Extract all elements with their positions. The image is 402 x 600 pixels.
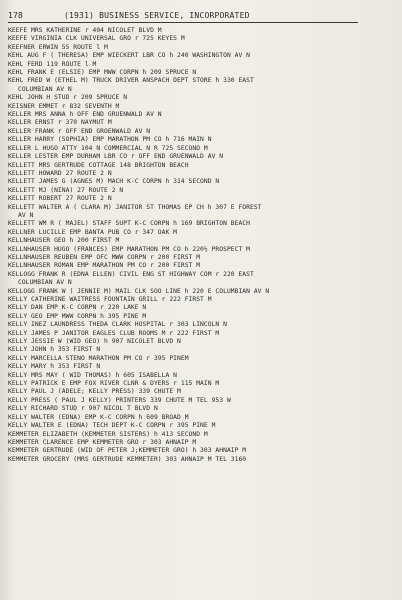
directory-entry: KELLY INEZ LAUNDRESS THEDA CLARK HOSPITAL r 303 LINCOLN N (8, 321, 227, 329)
directory-entry: KELLETT JAMES G (AGNES M) MACH K-C CORPN h 314 SECOND N (8, 178, 220, 186)
directory-entry: KELLNHAUSER GEO h 200 FIRST M (8, 237, 120, 245)
directory-entry: KELLOGG FRANK W ( JENNIE M) MAIL CLK SOO LINE h 220 E COLUMBIAN AV N (8, 287, 270, 295)
directory-entry: KELLY DAN EMP K-C CORPN r 220 LAKE N (8, 304, 147, 312)
directory-entry: KELLY RICHARD STUD r 907 NICOL T BLVD N (8, 405, 158, 413)
directory-entry: KELLER L HUGO ATTY 104 N COMMERCIAL N R 725 SECOND M (8, 144, 208, 152)
directory-entry: KELLNHAUSER HUGO (FRANCES) EMP MARATHON PM CO h 220½ PROSPECT M (8, 245, 250, 253)
directory-entry: KELLY CATHERINE WAITRESS FOUNTAIN GRILL r 222 FIRST M (8, 296, 212, 303)
header-rule (8, 22, 358, 23)
directory-entry: KELLY MARCELLA STENO MARATHON PM CO r 395 PINEM (8, 354, 189, 362)
directory-entry: KELLETT HOWARD 27 ROUTE 2 N (8, 169, 112, 177)
directory-entry-continuation: AV N (18, 211, 34, 219)
directory-entry: KEHL FERD 119 ROUTE l M (8, 60, 97, 68)
directory-entry: KELLY JAMES P JANITOR EAGLES CLUB ROOMS M r 222 FIRST M (8, 329, 220, 337)
directory-entry: KELLETT WM R ( MAJEL) STAFF SUPT K-C CORPN h 169 BRIGHTON BEACH (8, 220, 250, 228)
page-header (8, 8, 396, 20)
directory-entry: KEEFE VIRGINIA CLK UNIVERSAL GRO r 725 KEYES M (8, 35, 185, 43)
directory-entry: KELLY WALTER E (EDNA) TECH DEPT K-C CORPN r 395 PINE M (8, 422, 216, 430)
directory-entry: KELLNHAUSER REUBEN EMP OFC MWW CORPN r 200 FIRST M (8, 253, 201, 261)
directory-entry: KELLY GEO EMP MWW CORPN h 395 PINE M (8, 312, 147, 320)
directory-entry: KELLETT MJ (NINA) 27 ROUTE 2 N (8, 186, 124, 194)
directory-entry: KEISNER EMMET r 832 SEVENTH M (8, 102, 120, 110)
directory-entry: KELLNHAUSER ROMAN EMP MARATHON PM CO r 200 FIRST M (8, 262, 201, 270)
directory-entry: KEHL JOHN H STUD r 209 SPRUCE N (8, 94, 128, 102)
directory-entry: KELLY JOHN h 353 FIRST N (8, 346, 101, 354)
directory-entry: KEEFE MRS KATHERINE r 404 NICOLET BLVD M (8, 27, 162, 34)
directory-entry: KEMMETER ELIZABETH (KEMMETER SISTERS) h 413 SECOND M (8, 430, 208, 438)
directory-entry: KELLY PATRICK E EMP FOX RIVER CLNR & DYERS r 115 MAIN M (8, 380, 220, 388)
directory-entry: KEHL FRANK E (ELSIE) EMP MWW CORPN h 209 SPRUCE N (8, 69, 197, 77)
directory-entry: KELLY JESSIE W (WID GEO) h 907 NICOLET BLVD N (8, 338, 181, 346)
directory-entries (8, 27, 396, 464)
directory-entry: KELLY WALTER (EDNA) EMP K-C CORPN h 609 BROAD M (8, 413, 189, 421)
directory-entry: KELLER LESTER EMP DURHAM LBR CO r OFF END GRUENWALD AV N (8, 153, 224, 161)
directory-entry: KELLY PRESS ( PAUL J KELLY) PRINTERS 339 CHUTE M TEL 953 W (8, 396, 231, 404)
directory-entry: KELLY PAUL J (ADELE; KELLY PRESS) 339 CHUTE M (8, 388, 181, 396)
page-number: 178 (8, 11, 24, 20)
page-title: (1931) BUSINESS SERVICE, INCORPORATED (64, 11, 250, 20)
directory-entry: KELLY MRS MAY ( WID THOMAS) h 605 ISABELLA N (8, 371, 178, 379)
directory-entry: KEMMETER GERTRUDE (WID OF PETER J;KEMMETER GRO) h 303 AHNAIP M (8, 447, 247, 455)
directory-entry: KELLETT ROBERT 27 ROUTE 2 N (8, 195, 112, 203)
directory-entry: KEHL AUG F ( THERESA) EMP WIECKERT LBR CO h 240 WASHINGTON AV N (8, 52, 250, 60)
directory-entry: KELLY MARY h 353 FIRST N (8, 363, 101, 371)
directory-entry: KELLER MRS ANNA h OFF END GRUENWALD AV N (8, 111, 162, 119)
directory-entry-continuation: COLUMBIAN AV N (18, 85, 72, 93)
directory-entry-continuation: COLUMBIAN AV N (18, 279, 72, 287)
directory-entry: KELLER ERNST r 370 NAYMUT M (8, 119, 112, 127)
directory-entry: KELLOGG FRANK R (EDNA ELLEN) CIVIL ENG ST HIGHWAY COM r 220 EAST (8, 270, 254, 278)
directory-entry: KEHL FRED W (ETHEL M) TRUCK DRIVER ANSPACH DEPT STORE h 330 EAST (8, 77, 254, 85)
directory-entry: KELLER HARRY (SOPHIA) EMP MARATHON PM CO h 716 MAIN N (8, 136, 212, 144)
directory-entry: KEMMETER GROCERY (MRS GERTRUDE KEMMETER) 303 AHNAIP M TEL 3160 (8, 455, 247, 463)
directory-entry: KELLETT MRS GERTRUDE COTTAGE 148 BRIGHTON BEACH (8, 161, 189, 169)
directory-entry: KELLETT WALTER A ( CLARA M) JANITOR ST THOMAS EP CH h 307 E FOREST (8, 203, 262, 211)
directory-entry: KELLER FRANK r OFF END GROENWALD AV N (8, 127, 151, 135)
directory-entry: KEEFNER ERWIN 55 ROUTE l M (8, 43, 108, 51)
directory-entry: KELLNER LUCILLE EMP BANTA PUB CO r 347 OAK M (8, 228, 178, 236)
directory-entry: KEMMETER CLARENCE EMP KEMMETER GRO r 303 AHNAIP M (8, 438, 197, 446)
